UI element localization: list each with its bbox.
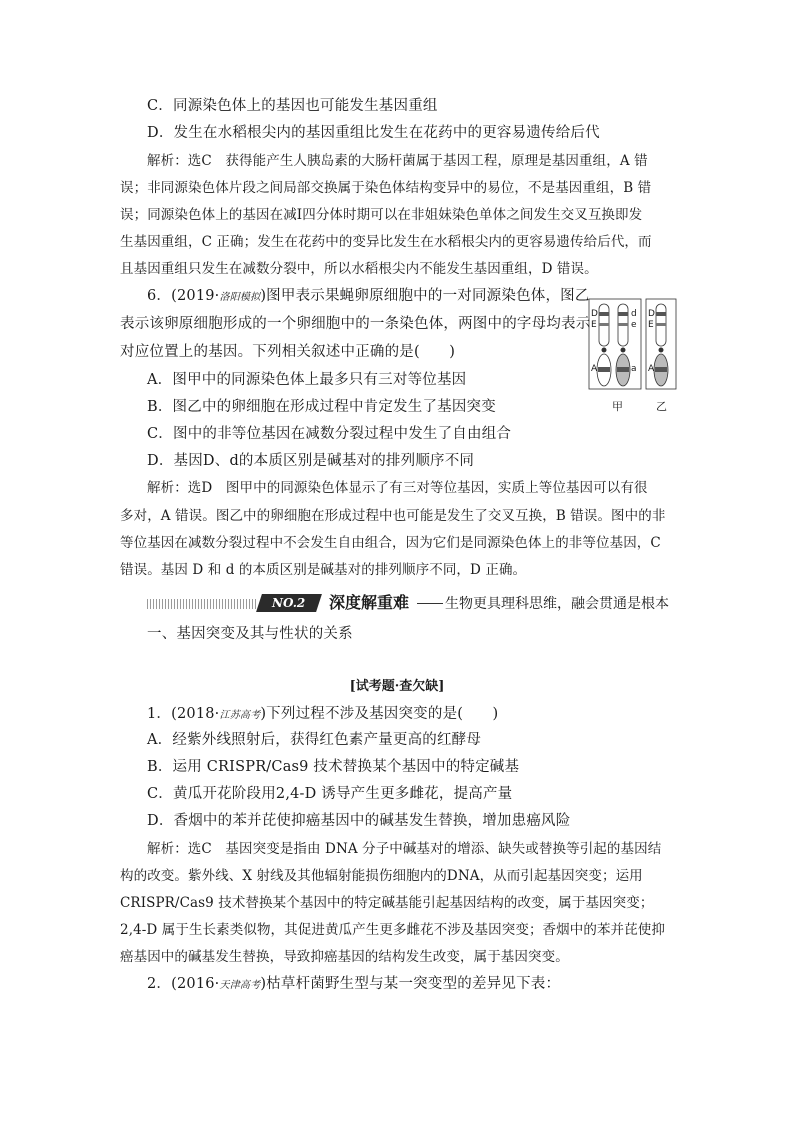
question-text: )下列过程不涉及基因突变的是( ): [260, 706, 499, 722]
banner-subtitle: 生物更具理科思维，融会贯通是根本: [445, 596, 669, 612]
option-b: B．运用 CRISPR/Cas9 技术替换某个基因中的特定碱基: [147, 759, 520, 775]
question-1-stem: [147, 705, 498, 725]
option-c: C．黄瓜开花阶段用2,4-D 诱导产生更多雌花，提高产量: [147, 786, 513, 802]
explanation-line: 解析：选D 图甲中的同源染色体显示了有三对等位基因，实质上等位基因可以有很: [147, 480, 648, 496]
gene-label: E: [591, 320, 597, 330]
gene-label: A: [648, 364, 655, 374]
chromosome-figure: [588, 298, 680, 412]
question-number: 2．(2016·: [147, 976, 220, 992]
option-c: C．同源染色体上的基因也可能发生基因重组: [147, 98, 438, 114]
figure-label-yi: 乙: [656, 400, 667, 413]
explanation-line: 解析：选C 获得能产生人胰岛素的大肠杆菌属于基因工程，原理是基因重组，A 错: [147, 153, 648, 169]
explanation-line: 解析：选C 基因突变是指由 DNA 分子中碱基对的增添、缺失或替换等引起的基因结: [147, 841, 662, 857]
question-source: 江苏高考: [219, 710, 261, 721]
banner-title: 深度解重难: [329, 593, 410, 612]
figure-label-jia: 甲: [612, 400, 623, 413]
option-c: C．图中的非等位基因在减数分裂过程中发生了自由组合: [147, 426, 512, 442]
question-number: 1．(2018·: [147, 706, 220, 722]
explanation-line: 错误。基因 D 和 d 的本质区别是碱基对的排列顺序不同，D 正确。: [120, 562, 527, 578]
explanation-line: 误；非同源染色体片段之间局部交换属于染色体结构变异中的易位，不是基因重组，B 错: [120, 180, 652, 196]
gene-label: a: [631, 364, 637, 374]
explanation-line: 误；同源染色体上的基因在减Ⅰ四分体时期可以在非姐妹染色单体之间发生交叉互换即发: [120, 207, 643, 223]
question-text: )图甲表示果蝇卵原细胞中的一对同源染色体，图乙: [260, 288, 590, 304]
question-6-line: 表示该卵原细胞形成的一个卵细胞中的一条染色体，两图中的字母均表示: [120, 316, 591, 332]
chromosome-left: [597, 304, 611, 386]
option-d: D．发生在水稻根尖内的基因重组比发生在花药中的更容易遗传给后代: [147, 125, 600, 141]
explanation-line: CRISPR/Cas9 技术替换某个基因中的特定碱基能引起基因结构的改变，属于基因突变；: [120, 895, 654, 911]
banner-stripes: [147, 599, 257, 609]
option-a: A．经紫外线照射后，获得红色素产量更高的红酵母: [147, 732, 482, 748]
option-b: B．图乙中的卵细胞在形成过程中肯定发生了基因突变: [147, 399, 496, 415]
explanation-line: 癌基因中的碱基发生替换，导致抑癌基因的结构发生改变，属于基因突变。: [120, 949, 569, 965]
explanation-line: 多对，A 错误。图乙中的卵细胞在形成过程中也可能是发生了交叉互换，B 错误。图中的非: [120, 508, 666, 524]
gene-label: D: [591, 309, 598, 319]
chromosome-right: [616, 304, 630, 386]
explanation-line: 构的改变。紫外线、X 射线及其他辐射能损伤细胞内的DNA，从而引起基因突变；运用: [120, 868, 643, 884]
question-2-stem: [147, 975, 560, 995]
option-a: A．图甲中的同源染色体上最多只有三对等位基因: [147, 372, 467, 388]
option-d: D．基因D、d的本质区别是碱基对的排列顺序不同: [147, 453, 475, 469]
question-number: 6．(2019·: [147, 288, 220, 304]
explanation-line: 2,4-D 属于生长素类似物，其促进黄瓜产生更多雌花不涉及基因突变；香烟中的苯并芘使抑: [120, 922, 665, 938]
gene-label: E: [648, 320, 654, 330]
question-6-line: 对应位置上的基因。下列相关叙述中正确的是( ): [120, 344, 456, 360]
explanation-line: 生基因重组，C 正确；发生在花药中的变异比发生在水稻根尖内的更容易遗传给后代，而: [120, 234, 652, 250]
question-source: 洛阳模拟: [219, 292, 261, 303]
question-source: 天津高考: [219, 980, 261, 991]
section-heading: 一、基因突变及其与性状的关系: [147, 626, 353, 642]
explanation-line: 等位基因在减数分裂过程中不会发生自由组合，因为它们是同源染色体上的非等位基因，C: [120, 535, 661, 551]
banner-dash: [417, 603, 443, 604]
subsection-heading: [试考题·查欠缺]: [349, 679, 445, 694]
chromosome-yi: [654, 304, 668, 386]
explanation-line: 且基因重组只发生在减数分裂中，所以水稻根尖内不能发生基因重组，D 错误。: [120, 261, 598, 277]
question-text: )枯草杆菌野生型与某一突变型的差异见下表：: [260, 976, 561, 992]
gene-label: d: [631, 309, 637, 319]
banner-badge: NO.2: [256, 594, 322, 612]
gene-label: D: [648, 309, 655, 319]
question-6-stem: [147, 287, 590, 307]
option-d: D．香烟中的苯并芘使抑癌基因中的碱基发生替换，增加患癌风险: [147, 813, 571, 829]
gene-label: A: [591, 364, 598, 374]
section-banner: [147, 593, 707, 615]
gene-label: e: [631, 320, 637, 330]
